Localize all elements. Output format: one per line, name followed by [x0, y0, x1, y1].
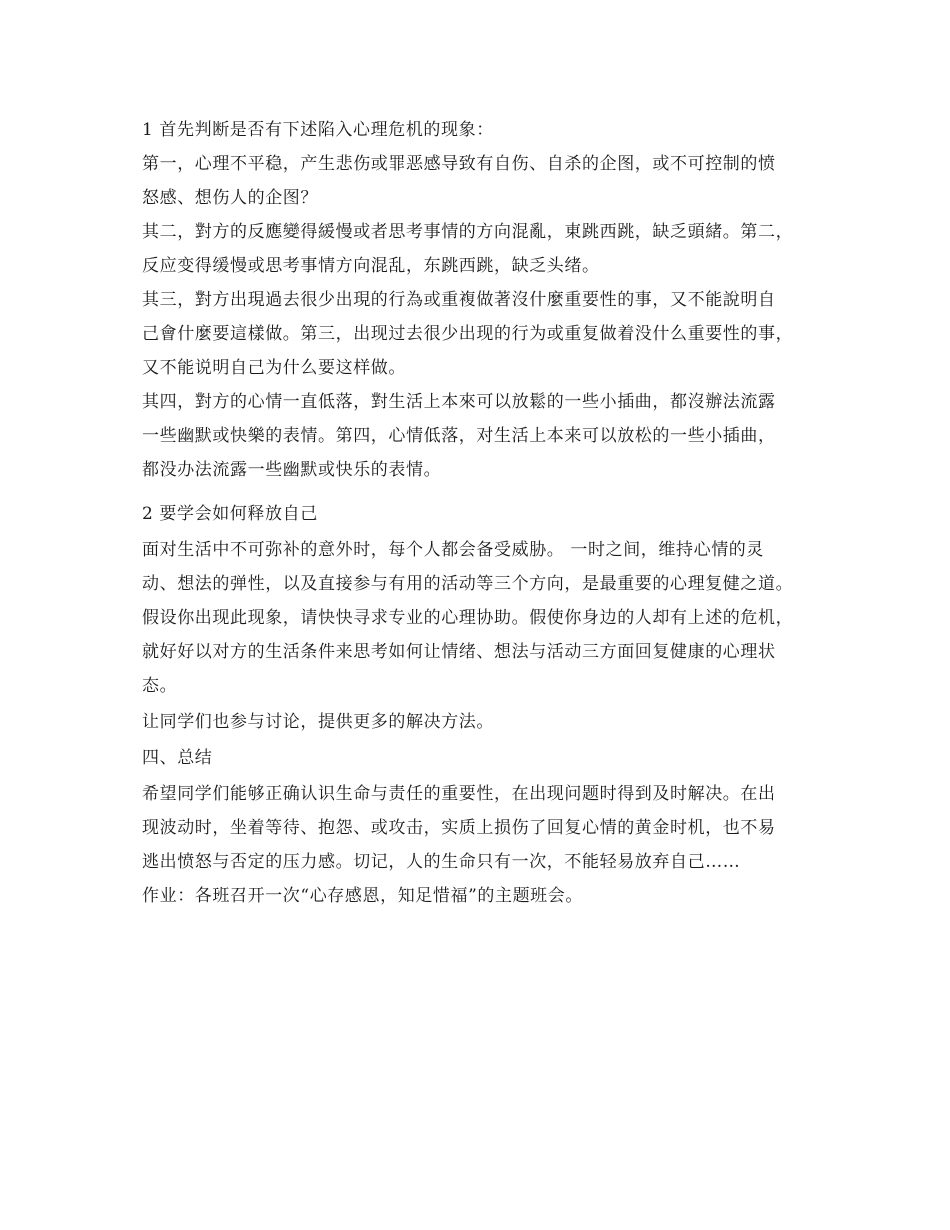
text-line: 其二，對方的反應變得緩慢或者思考事情的方向混亂，東跳西跳，缺乏頭緒。第二， — [142, 222, 794, 242]
section-heading: 2 要学会如何释放自己 — [142, 504, 318, 524]
text-line: 假设你出现此现象，请快快寻求专业的心理协助。假使你身边的人却有上述的危机， — [142, 608, 794, 628]
text-line: 其三，對方出現過去很少出現的行為或重複做著沒什麼重要性的事，又不能說明自 — [142, 290, 776, 310]
text-line: 怒感、想伤人的企图？ — [142, 188, 318, 208]
section-heading: 四、总结 — [142, 748, 213, 768]
text-line: 第一，心理不平稳，产生悲伤或罪恶感导致有自伤、自杀的企图，或不可控制的愤 — [142, 154, 776, 174]
text-line: 态。 — [142, 676, 178, 696]
text-line: 都没办法流露一些幽默或快乐的表情。 — [142, 460, 442, 480]
text-line: 又不能说明自己为什么要这样做。 — [142, 358, 406, 378]
text-line: 其四，對方的心情一直低落，對生活上本來可以放鬆的一些小插曲，都沒辦法流露 — [142, 392, 776, 412]
text-line: 让同学们也参与讨论，提供更多的解决方法。 — [142, 712, 494, 732]
text-line: 1 首先判断是否有下述陷入心理危机的现象： — [142, 120, 494, 140]
text-line: 希望同学们能够正确认识生命与责任的重要性，在出现问题时得到及时解决。在出 — [142, 784, 776, 804]
text-line: 反应变得缓慢或思考事情方向混乱，东跳西跳，缺乏头绪。 — [142, 256, 600, 276]
text-line: 面对生活中不可弥补的意外时，每个人都会备受威胁。 一时之间，维持心情的灵 — [142, 540, 765, 560]
text-line: 逃出愤怒与否定的压力感。切记，人的生命只有一次，不能轻易放弃自己…… — [142, 852, 741, 872]
text-line: 动、想法的弹性，以及直接参与有用的活动等三个方向，是最重要的心理复健之道。 — [142, 574, 794, 594]
text-line: 一些幽默或快樂的表情。第四，心情低落，对生活上本来可以放松的一些小插曲， — [142, 426, 776, 446]
text-line: 作业：各班召开一次“心存感恩，知足惜福”的主题班会。 — [142, 886, 583, 906]
text-line: 现波动时，坐着等待、抱怨、或攻击，实质上损伤了回复心情的黄金时机，也不易 — [142, 818, 776, 838]
text-line: 就好好以对方的生活条件来思考如何让情绪、想法与活动三方面回复健康的心理状 — [142, 642, 776, 662]
text-line: 己會什麼要這樣做。第三，出现过去很少出现的行为或重复做着没什么重要性的事， — [142, 324, 794, 344]
